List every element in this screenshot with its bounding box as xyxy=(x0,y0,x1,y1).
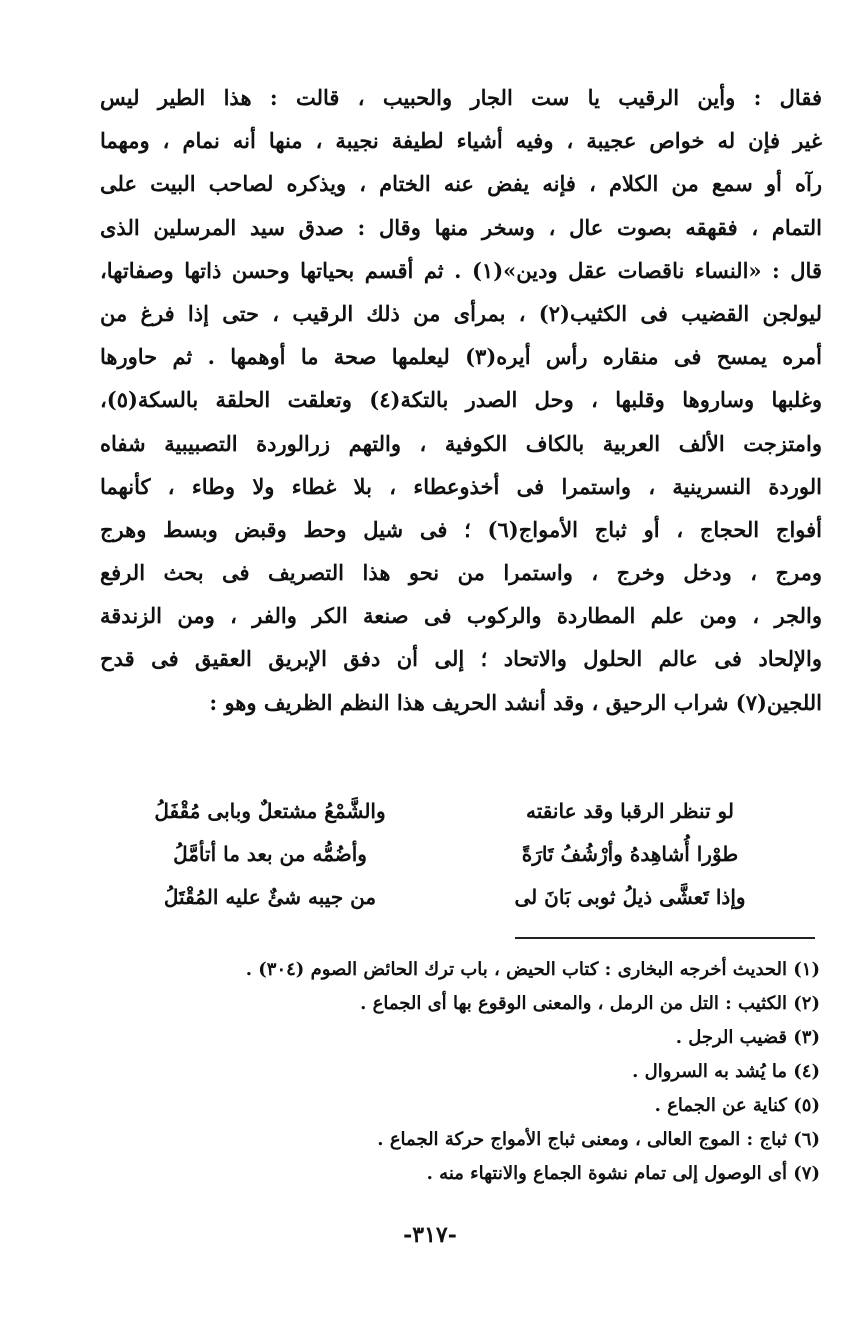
verse-gap xyxy=(440,790,460,833)
text-line: والجر ، ومن علم المطاردة والركوب فى صنعة الكر والفر ، ومن الزندقة xyxy=(100,603,822,629)
footnote: (٢) الكثيب : التل من الرمل ، والمعنى الوقوع بها أى الجماع . xyxy=(360,993,820,1014)
text-line: التمام ، فقهقه بصوت عال ، وسخر منها وقال : صدق سيد المرسلين الذى xyxy=(100,214,822,240)
text-line: والإلحاد فى عالم الحلول والاتحاد ؛ إلى أن دفق الإبريق العقيق فى قدح xyxy=(100,646,822,672)
text-line: فقال : وأين الرقيب يا ست الجار والحبيب ، قالت : هذا الطير ليس xyxy=(100,85,822,110)
footnote-divider xyxy=(515,937,815,939)
text-line: قال : «النساء ناقصات عقل ودين»(١) . ثم أقسم بحياتها وحسن ذاتها وصفاتها، xyxy=(100,257,822,283)
verse-row xyxy=(100,790,800,833)
footnote: (٥) كناية عن الجماع . xyxy=(654,1095,820,1116)
footnote: (٧) أى الوصول إلى تمام نشوة الجماع والانتهاء منه . xyxy=(426,1163,820,1184)
text-line: وغلبها وساروها وقلبها ، وحل الصدر بالتكة(٤) وتعلقت الحلقة بالسكة(٥)، xyxy=(100,387,822,413)
text-line: أفواج الحجاج ، أو ثباج الأمواج(٦) ؛ فى شيل وحط وقبض وبسط وهرج xyxy=(100,516,822,542)
footnote: (١) الحديث أخرجه البخارى : كتاب الحيض ، باب ترك الحائض الصوم (٣٠٤) . xyxy=(245,959,820,980)
text-line: رآه أو سمع من الكلام ، فإنه يفض عنه الختام ، ويذكره لصاحب البيت على xyxy=(100,171,822,197)
verse-second-hemistich: وأضُمُّه من بعد ما أتأمَّلُ xyxy=(173,842,367,866)
verse-first-hemistich: وإذا تَعشَّى ذيلُ ثوبى بَانَ لى xyxy=(514,885,746,909)
verse-second-hemistich: من جيبه شئٌ عليه المُقْتَلُ xyxy=(163,885,377,909)
verse-first-hemistich: لو تنظر الرقبا وقد عانقته xyxy=(526,799,734,823)
text-line: الوردة النسرينية ، واستمرا فى أخذوعطاء ، بلا غطاء ولا وطاء ، كأنهما xyxy=(100,473,822,499)
verse-second-hemistich: والشَّمْعُ مشتعلٌ وبابى مُقْفَلُ xyxy=(154,799,386,823)
footnote: (٦) ثباج : الموج العالى ، ومعنى ثباج الأمواج حركة الجماع . xyxy=(377,1129,820,1150)
page-number: -٣١٧- xyxy=(403,1222,457,1248)
verse-gap xyxy=(440,833,460,876)
poem-verses xyxy=(100,790,800,919)
text-line: غير فإن له خواص عجيبة ، وفيه أشياء لطيفة نجيبة ، منها أنه نمام ، ومهما xyxy=(100,128,822,154)
footnotes xyxy=(120,953,820,1191)
footnote: (٣) قضيب الرجل . xyxy=(675,1027,820,1048)
text-line: ليولجن القضيب فى الكثيب(٢) ، بمرأى من ذلك الرقيب ، حتى إذا فرغ من xyxy=(100,300,822,326)
verse-gap xyxy=(440,876,460,919)
text-line: ومرج ، ودخل وخرج ، واستمرا من نحو هذا التصريف فى بحث الرفع xyxy=(100,560,822,586)
verse-first-hemistich: طوْرا أُشاهِدهُ وأرْشُفُ تَارَةً xyxy=(521,842,739,866)
verse-row xyxy=(100,876,800,919)
verse-row xyxy=(100,833,800,876)
footnote: (٤) ما يُشد به السروال . xyxy=(632,1061,820,1082)
text-line: اللجين(٧) شراب الرحيق ، وقد أنشد الحريف هذا النظم الظريف وهو : xyxy=(209,689,822,715)
text-line: أمره يمسح فى منقاره رأس أيره(٣) ليعلمها صحة ما أوهمها . ثم حاورها xyxy=(100,344,822,370)
text-line: وامتزجت الألف العربية بالكاف الكوفية ، والتهم زرالوردة التصبيبية شفاه xyxy=(100,430,822,456)
main-text xyxy=(100,76,822,724)
